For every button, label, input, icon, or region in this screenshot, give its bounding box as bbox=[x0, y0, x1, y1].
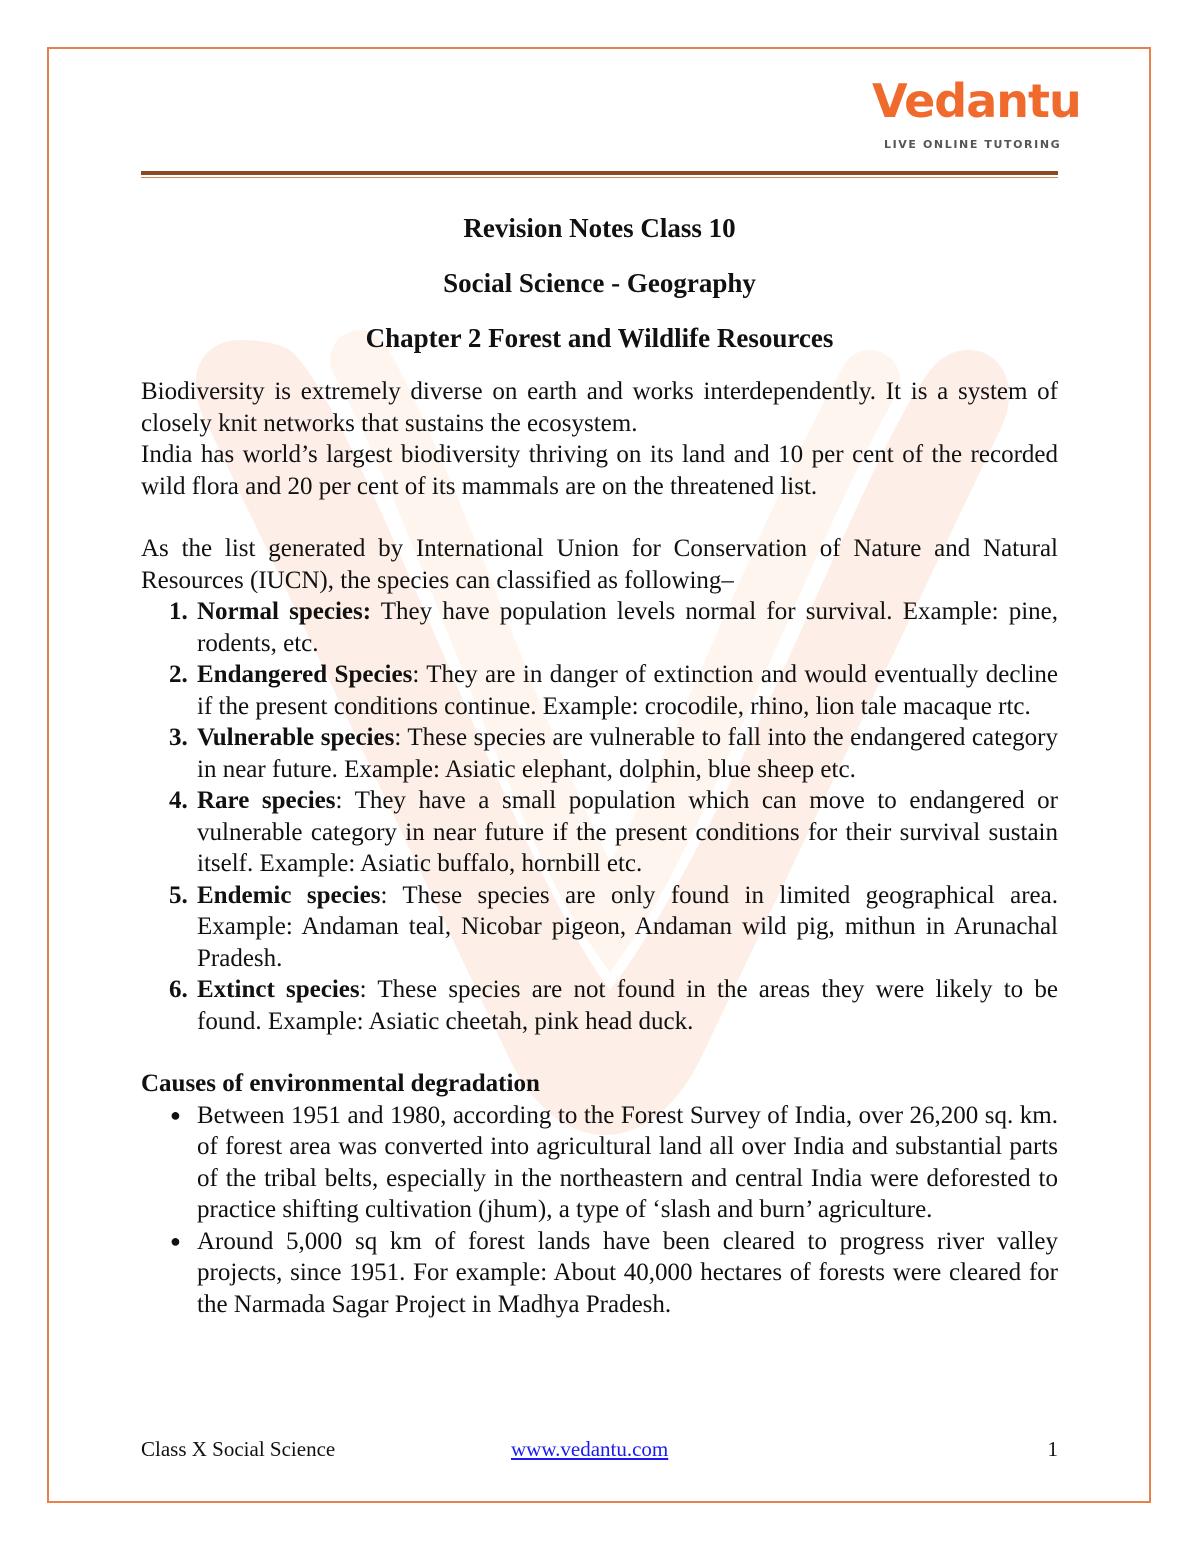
species-list bbox=[141, 596, 1058, 1037]
header-rule bbox=[141, 171, 1058, 175]
chapter-title: Chapter 2 Forest and Wildlife Resources bbox=[365, 323, 834, 353]
species-term: Extinct species bbox=[197, 976, 360, 1003]
logo-wordmark: Vedantu bbox=[872, 74, 1081, 128]
list-item bbox=[141, 722, 1058, 785]
page-footer bbox=[141, 1437, 1058, 1467]
species-term: Normal species: bbox=[197, 598, 372, 625]
intro-paragraph: Biodiversity is extremely diverse on earth and works interdependently. It is a system of closely knit networks that sustains the ecosystem. bbox=[141, 378, 1058, 437]
list-item bbox=[141, 974, 1058, 1037]
doc-subject: Social Science - Geography bbox=[443, 268, 756, 298]
section-heading: Causes of environmental degradation bbox=[141, 1070, 540, 1097]
species-term: Endangered Species bbox=[197, 661, 413, 688]
cause-text: Between 1951 and 1980, according to the Forest Survey of India, over 26,200 sq. km. of forest area was converted into agricultural land all over India and substantial parts of the tribal belts, especially in the northeastern and central India were deforested to practice shifting cultivation (jhum), a type of ‘slash and burn’ agriculture. bbox=[197, 1101, 1058, 1223]
species-description: : They are in danger of extinction and would eventually decline if the present conditions continue. Example: crocodile, rhino, lion tale macaque rtc. bbox=[197, 661, 1058, 720]
list-number: 6. bbox=[169, 976, 188, 1003]
list-number: 4. bbox=[169, 787, 188, 814]
species-description: : They have a small population which can move to endangered or vulnerable category in near future if the present conditions for their survival sustain itself. Example: Asiatic buffalo, hornbill etc. bbox=[197, 787, 1058, 877]
vedantu-logo[interactable] bbox=[872, 74, 1081, 157]
species-description: : These species are not found in the areas they were likely to be found. Example: Asiatic cheetah, pink head duck. bbox=[197, 976, 1058, 1035]
header-rule-thin bbox=[141, 177, 1058, 178]
main-content bbox=[141, 212, 1058, 1320]
list-number: 5. bbox=[169, 881, 188, 909]
list-item bbox=[141, 1100, 1058, 1226]
species-description: : These species are only found in limited geographical area. Example: Andaman teal, Nicobar pigeon, Andaman wild pig, mithun in Arunachal Pradesh. bbox=[197, 881, 1058, 972]
species-term: Endemic species bbox=[197, 881, 381, 909]
list-number: 3. bbox=[169, 724, 188, 751]
logo-tagline: LIVE ONLINE TUTORING bbox=[884, 138, 1062, 151]
list-number: 1. bbox=[169, 598, 188, 625]
intro-paragraph: India has world’s largest biodiversity thriving on its land and 10 per cent of the recorded wild flora and 20 per cent of its mammals are on the threatened list. bbox=[141, 441, 1058, 500]
species-term: Vulnerable species bbox=[197, 724, 395, 751]
iucn-paragraph: As the list generated by International Union for Conservation of Nature and Natural Resources (IUCN), the species can classified as following– bbox=[141, 535, 1058, 594]
bullet-icon: ● bbox=[170, 1104, 181, 1125]
species-term: Rare species bbox=[197, 787, 336, 814]
list-item bbox=[141, 785, 1058, 880]
cause-text: Around 5,000 sq km of forest lands have been cleared to progress river valley projects, since 1951. For example: About 40,000 hectares of forests were cleared for the Narmada Sagar Project in Madhya Pradesh. bbox=[197, 1227, 1058, 1318]
list-number: 2. bbox=[169, 661, 188, 688]
species-description: : These species are vulnerable to fall into the endangered category in near future. Example: Asiatic elephant, dolphin, blue sheep etc. bbox=[197, 724, 1058, 783]
list-item bbox=[141, 1226, 1058, 1321]
list-item bbox=[141, 659, 1058, 722]
bullet-icon: ● bbox=[170, 1230, 181, 1251]
list-item bbox=[141, 880, 1058, 975]
footer-website-link[interactable]: www.vedantu.com bbox=[511, 1437, 669, 1461]
page-number: 1 bbox=[1047, 1437, 1058, 1461]
list-item bbox=[141, 596, 1058, 659]
doc-title: Revision Notes Class 10 bbox=[463, 213, 736, 243]
footer-class-label: Class X Social Science bbox=[141, 1437, 336, 1461]
causes-list bbox=[141, 1100, 1058, 1321]
species-description: They have population levels normal for survival. Example: pine, rodents, etc. bbox=[197, 598, 1059, 657]
